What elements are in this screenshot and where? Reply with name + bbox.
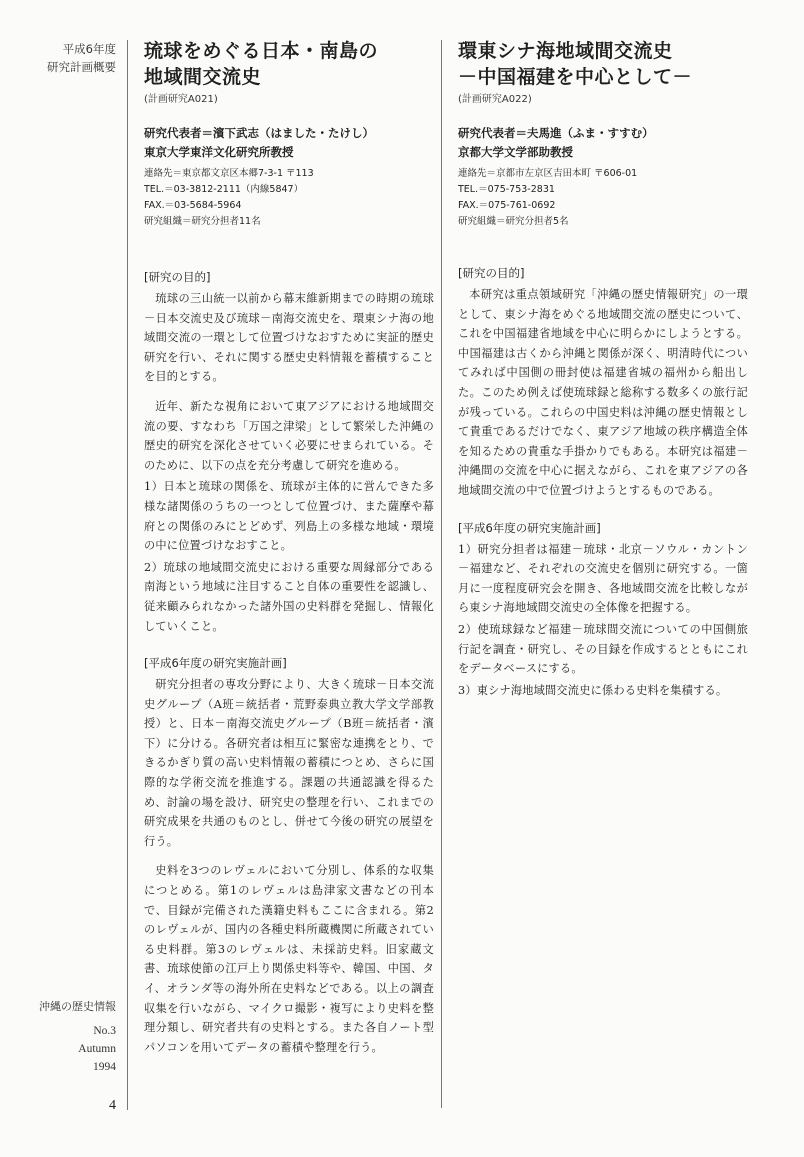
contact-block bbox=[458, 166, 748, 230]
project-code: (計画研究A022) bbox=[458, 94, 532, 105]
representative bbox=[458, 124, 748, 162]
project-a022 bbox=[458, 38, 748, 700]
contact-fax: FAX.＝075-761-0692 bbox=[458, 200, 556, 211]
journal-title: 沖縄の歴史情報 bbox=[39, 1000, 116, 1013]
project-title-line-1: 琉球をめぐる日本・南島の bbox=[144, 40, 379, 62]
contact-block bbox=[144, 166, 434, 230]
header-line-1: 平成6年度 bbox=[62, 42, 116, 56]
representative-name: 研究代表者＝濱下武志（はました・たけし） bbox=[144, 126, 374, 140]
representative-affiliation: 京都大学文学部助教授 bbox=[458, 145, 573, 159]
header-line-2: 研究計画概要 bbox=[47, 60, 116, 74]
project-title-line-1: 環東シナ海地域間交流史 bbox=[458, 40, 673, 62]
contact-address: 連絡先＝京都市左京区吉田本町 〒606-01 bbox=[458, 168, 638, 179]
journal-year: 1994 bbox=[93, 1061, 116, 1073]
sidebar bbox=[0, 0, 124, 1157]
plan-paragraph: 史料を3つのレヴェルにおいて分別し、体系的な収集につとめる。第1のレヴェルは島津家文書などの刊本で、目録が完備された漢籍史料もここに含まれる。第2のレヴェルが、国内の各種史料所蔵機関に所蔵されている史料群。第3のレヴェルは、未採訪史料。旧家蔵文書、琉球使節の江戸上り関係史料等や、韓国、中国、タイ、オランダ等の海外所在史料などである。以上の調査収集を行いながら、マイクロ撮影・複写により史料を整理分類し、研究者共有の史料とする。また各自ノート型パソコンを用いてデータの蓄積や整理を行う。 bbox=[144, 864, 434, 1054]
section-header bbox=[47, 40, 116, 76]
representative-name: 研究代表者＝夫馬進（ふま・すすむ） bbox=[458, 126, 654, 140]
purpose-paragraph: 琉球の三山統一以前から幕末維新期までの時期の琉球－日本交流史及び琉球－南海交流史を、環東シナ海の地域間交流の一環として位置づけなおすために実証的歴史研究を行い、それに関する歴史史料情報を蓄積することを目的とする。 bbox=[144, 292, 434, 384]
representative-affiliation: 東京大学東洋文化研究所教授 bbox=[144, 145, 294, 159]
project-title-line-2: 地域間交流史 bbox=[144, 66, 262, 88]
plan-item-1: 1）研究分担者は福建－琉球・北京－ソウル・カントン－福建など、それぞれの交流史を個別に研究する。一箇月に一度程度研究会を開き、各地域間交流を比較しながら東シナ海地域間交流史の全体像を把握する。 bbox=[458, 542, 748, 615]
contact-tel: TEL.＝03-3812-2111（内線5847） bbox=[144, 184, 304, 195]
journal-info bbox=[39, 998, 116, 1076]
purpose-heading: [研究の目的] bbox=[458, 266, 525, 280]
purpose-paragraph: 近年、新たな視角において東アジアにおける地域間交流の要、すなわち「万国之津梁」として繁栄した沖縄の歴史的研究を深化させていく必要にせまられている。そのために、以下の点を充分考慮して研究を進める。 bbox=[144, 399, 434, 472]
plan-heading: [平成6年度の研究実施計画] bbox=[144, 656, 287, 671]
project-title-line-2: －中国福建を中心として－ bbox=[458, 66, 693, 88]
contact-fax: FAX.＝03-5684-5964 bbox=[144, 200, 242, 211]
plan-heading: [平成6年度の研究実施計画] bbox=[458, 520, 601, 535]
page-number: 4 bbox=[109, 1098, 116, 1113]
column-divider bbox=[441, 40, 442, 1108]
journal-season: Autumn bbox=[78, 1043, 116, 1055]
sidebar-rule bbox=[127, 40, 128, 1110]
plan-item-3: 3）東シナ海地域間交流史に係わる史料を集積する。 bbox=[458, 683, 728, 697]
contact-tel: TEL.＝075-753-2831 bbox=[458, 184, 555, 195]
representative bbox=[144, 124, 434, 162]
purpose-item-2: 2）琉球の地域間交流史における重要な周縁部分である南海という地域に注目すること自体の重要性を認識し、従来顧みられなかった諸外国の史料群を発掘し、情報化していくこと。 bbox=[144, 560, 434, 633]
plan-paragraph: 研究分担者の専攻分野により、大きく琉球－日本交流史グループ（A班＝統括者・荒野泰典立教大学文学部教授）と、日本－南海交流史グループ（B班＝統括者・濱下）に分ける。各研究者は相互に緊密な連携をとり、できるかぎり質の高い史料情報の蓄積につとめ、さらに国際的な学術交流を推進する。課題の共通認識を得るため、討論の場を設け、研究史の整理を行い、これまでの研究成果を共通のものとし、併せて今後の研究の展望を行う。 bbox=[144, 678, 434, 848]
purpose-item-1: 1）日本と琉球の関係を、琉球が主体的に営んできた多様な諸関係のうちの一つとして位置づけ、また薩摩や幕府との関係のみにとどめず、列島上の多様な地域・環境の中に位置づけなおすこと。 bbox=[144, 480, 434, 553]
project-a021 bbox=[144, 38, 434, 1057]
project-code: (計画研究A021) bbox=[144, 94, 218, 105]
plan-item-2: 2）使琉球録など福建－琉球間交流についての中国側旅行記を調査・研究し、その目録を作成するとともにこれをデータベースにする。 bbox=[458, 622, 748, 676]
journal-issue: No.3 bbox=[93, 1025, 116, 1037]
purpose-paragraph: 本研究は重点領域研究「沖縄の歴史情報研究」の一環として、東シナ海をめぐる地域間交流の歴史について、これを中国福建省地域を中心に明らかにしようとする。中国福建は古くから沖縄と関係が深く、明清時代についてみれば中国側の冊封使は福建省城の福州から船出した。このため例えば使琉球録と総称する数多くの旅行記が残っている。これらの中国史料は沖縄の歴史情報として貴重であるだけでなく、東アジア地域の秩序構造全体を知るための貴重な手掛かりでもある。本研究は福建－沖縄間の交流を中心に据えながら、これを東アジアの各地域間交流の中で位置づけようとするものである。 bbox=[458, 288, 748, 497]
research-organization: 研究組織＝研究分担者5名 bbox=[458, 216, 569, 227]
contact-address: 連絡先＝東京都文京区本郷7-3-1 〒113 bbox=[144, 168, 314, 179]
purpose-heading: [研究の目的] bbox=[144, 270, 211, 284]
research-organization: 研究組織＝研究分担者11名 bbox=[144, 216, 261, 227]
